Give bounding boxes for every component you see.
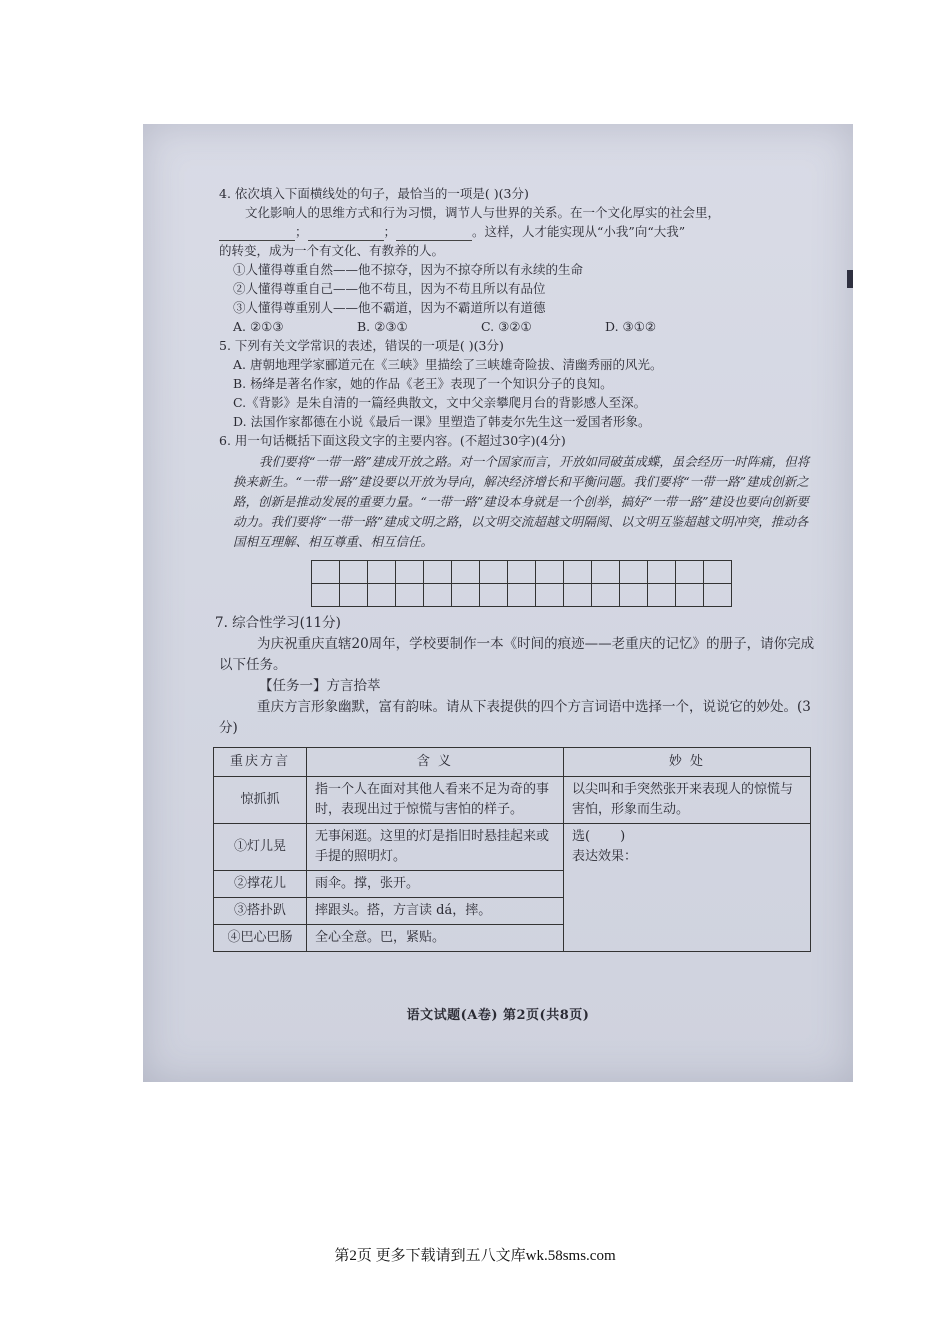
- q4-line2-tail: 。这样，人才能实现从“小我”向“大我”: [472, 224, 686, 239]
- answer-grid-cell[interactable]: [368, 584, 396, 607]
- row-3-term: ③搭扑趴: [214, 898, 307, 925]
- row-2-term: ②撑花儿: [214, 871, 307, 898]
- answer-grid-cell[interactable]: [536, 584, 564, 607]
- q4-line3: 的转变，成为一个有文化、有教养的人。: [219, 243, 445, 258]
- answer-grid-cell[interactable]: [368, 561, 396, 584]
- answer-grid-cell[interactable]: [564, 561, 592, 584]
- site-footer: 第2页 更多下载请到五八文库wk.58sms.com: [334, 1248, 616, 1264]
- answer-grid-cell[interactable]: [676, 561, 704, 584]
- row-1-term: ①灯儿晃: [214, 824, 307, 871]
- q4-blank-1: [219, 228, 295, 241]
- q6-passage-text: 我们要将“一带一路”建成开放之路。对一个国家而言，开放如同破茧成蝶，虽会经历一时阵痛，但将换来新生。“一带一路”建设要以开放为导向，解决经济增长和平衡问题。我们要将“一带一路”建成创新之路，创新是推动发展的重要力量。“一带一路”建设本身就是一个创举，搞好“一带一路”建设也要向创新要动力。我们要将“一带一路”建成文明之路，以文明交流超越文明隔阂、以文明互鉴超越文明冲突，推动各国相互理解、相互尊重、相互信任。: [233, 454, 810, 549]
- answer-grid-cell[interactable]: [676, 584, 704, 607]
- answer-grid-cell[interactable]: [396, 561, 424, 584]
- q4-item-3: ③人懂得尊重别人——他不霸道，因为不霸道所以有道德: [233, 300, 546, 315]
- header-meaning: 含 义: [307, 748, 564, 777]
- q6-stem: 6. 用一句话概括下面这段文字的主要内容。(不超过30字)(4分): [219, 433, 566, 448]
- scanned-exam-photo: [143, 124, 853, 1082]
- answer-grid-cell[interactable]: [452, 584, 480, 607]
- answer-grid-cell[interactable]: [508, 584, 536, 607]
- answer-grid-cell[interactable]: [480, 584, 508, 607]
- answer-choose-line: [572, 827, 802, 847]
- answer-choose-label: 选(: [572, 829, 591, 844]
- q4-options: [219, 317, 815, 336]
- q7-intro: 为庆祝重庆直辖20周年，学校要制作一本《时间的痕迹——老重庆的记忆》的册子，请你完成以下任务。: [219, 636, 815, 673]
- q5-option-c: C.《背影》是朱自清的一篇经典散文，文中父亲攀爬月台的背影感人至深。: [233, 395, 647, 410]
- answer-grid-cell[interactable]: [536, 561, 564, 584]
- edge-mark: [847, 270, 853, 288]
- answer-cell[interactable]: [564, 824, 811, 952]
- q5-option-b: B. 杨绛是著名作家，她的作品《老王》表现了一个知识分子的良知。: [233, 376, 613, 391]
- answer-grid-cell[interactable]: [508, 561, 536, 584]
- q4-line1: 文化影响人的思维方式和行为习惯，调节人与世界的关系。在一个文化厚实的社会里，: [245, 205, 721, 220]
- q4-option-a: A. ②①③: [233, 319, 284, 334]
- answer-grid-cell[interactable]: [564, 584, 592, 607]
- q6-passage: [219, 452, 815, 552]
- answer-grid-cell[interactable]: [620, 561, 648, 584]
- q4-option-b: B. ②③①: [357, 319, 408, 334]
- q5-option-a: A. 唐朝地理学家郦道元在《三峡》里描绘了三峡雄奇险拔、清幽秀丽的风光。: [233, 357, 663, 372]
- answer-grid-cell[interactable]: [620, 584, 648, 607]
- q4-option-d: D. ③①②: [605, 319, 657, 334]
- row-4-meaning: 全心全意。巴，紧贴。: [307, 925, 564, 952]
- row-3-meaning: 摔跟头。搭，方言读 dá，摔。: [307, 898, 564, 925]
- exam-sheet: [215, 184, 815, 952]
- example-meaning: 指一个人在面对其他人看来不足为奇的事时，表现出过于惊慌与害怕的样子。: [307, 777, 564, 824]
- answer-grid-cell[interactable]: [424, 584, 452, 607]
- dialect-table-header: [214, 748, 811, 777]
- answer-grid-cell[interactable]: [340, 584, 368, 607]
- answer-grid-cell[interactable]: [480, 561, 508, 584]
- row-1-meaning: 无事闲逛。这里的灯是指旧时悬挂起来或手提的照明灯。: [307, 824, 564, 871]
- answer-grid-cell[interactable]: [592, 584, 620, 607]
- row-4-term: ④巴心巴肠: [214, 925, 307, 952]
- table-row-example: [214, 777, 811, 824]
- row-2-meaning: 雨伞。撑，张开。: [307, 871, 564, 898]
- q4-blank-3: [396, 228, 472, 241]
- q5-stem: 5. 下列有关文学常识的表述，错误的一项是( )(3分): [219, 338, 504, 353]
- q5-option-d: D. 法国作家都德在小说《最后一课》里塑造了韩麦尔先生这一爱国者形象。: [233, 414, 651, 429]
- answer-grid-cell[interactable]: [704, 561, 732, 584]
- q7-task-label: 【任务一】方言拾萃: [259, 678, 381, 694]
- answer-grid-cell[interactable]: [312, 584, 340, 607]
- q4-item-2: ②人懂得尊重自己——他不苟且，因为不苟且所以有品位: [233, 281, 546, 296]
- header-dialect: 重庆方言: [214, 748, 307, 777]
- q4-item-1: ①人懂得尊重自然——他不掠夺，因为不掠夺所以有永续的生命: [233, 262, 584, 277]
- q6-answer-grid[interactable]: [311, 560, 732, 607]
- q4-line2: [219, 222, 815, 241]
- answer-grid-cell[interactable]: [592, 561, 620, 584]
- q4-blank-2: [308, 228, 384, 241]
- exam-page-footer: 语文试题(A卷) 第2页(共8页): [406, 1008, 590, 1023]
- answer-effect-label: 表达效果：: [572, 849, 638, 864]
- q4-stem: 4. 依次填入下面横线处的句子，最恰当的一项是( )(3分): [219, 186, 529, 201]
- q7-title: 7. 综合性学习(11分): [215, 615, 341, 631]
- q4-sep-2: ；: [383, 224, 397, 239]
- q4-sep-1: ；: [295, 224, 308, 239]
- answer-grid-cell[interactable]: [396, 584, 424, 607]
- answer-grid-cell[interactable]: [424, 561, 452, 584]
- answer-grid-cell[interactable]: [648, 561, 676, 584]
- table-row: [214, 824, 811, 871]
- answer-grid-cell[interactable]: [452, 561, 480, 584]
- answer-grid-cell[interactable]: [704, 584, 732, 607]
- answer-grid-cell[interactable]: [648, 584, 676, 607]
- answer-grid-cell[interactable]: [312, 561, 340, 584]
- q7-task-desc: 重庆方言形象幽默，富有韵味。请从下表提供的四个方言词语中选择一个，说说它的妙处。(3分): [219, 699, 811, 736]
- dialect-table: [213, 747, 811, 952]
- example-merit: 以尖叫和手突然张开来表现人的惊慌与害怕，形象而生动。: [564, 777, 811, 824]
- q7: [215, 613, 815, 952]
- answer-grid-cell[interactable]: [340, 561, 368, 584]
- header-merit: 妙 处: [564, 748, 811, 777]
- q4-option-c: C. ③②①: [481, 319, 532, 334]
- answer-choose-end: ): [620, 829, 626, 844]
- example-term: 惊抓抓: [214, 777, 307, 824]
